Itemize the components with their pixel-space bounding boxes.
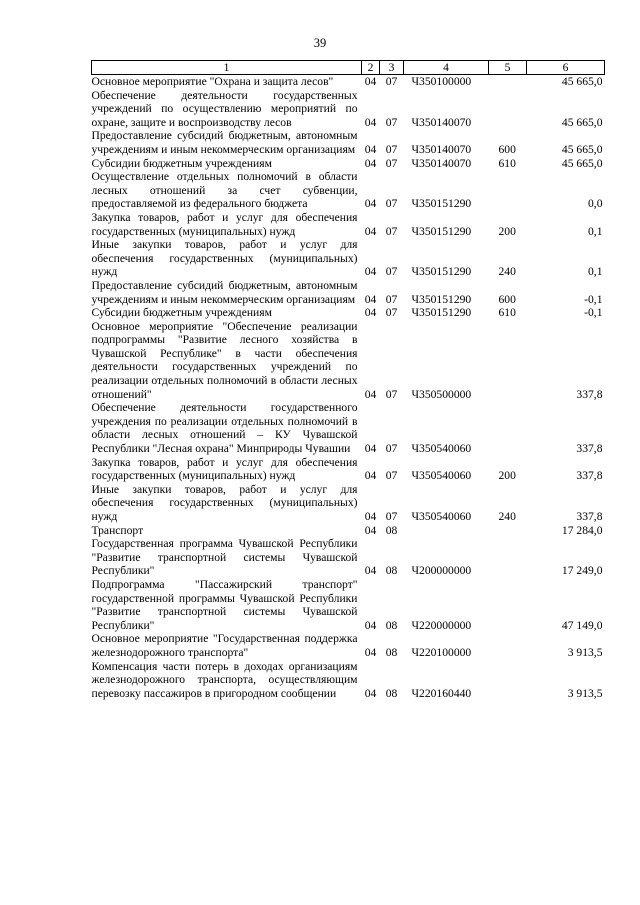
header-col-amount: 6 (527, 61, 605, 75)
table-row (92, 89, 605, 130)
row-amount: 337,8 (576, 469, 603, 483)
row-name: Государственная программа Чувашской Республики "Развитие транспортной системы Чувашской Республики" (91, 537, 358, 578)
row-name: Иные закупки товаров, работ и услуг для обеспечения государственных (муниципальных) нужд (91, 482, 358, 523)
row-section: 04 (364, 115, 377, 129)
row-subsection: 07 (385, 387, 398, 401)
row-target-code: Ч220000000 (411, 618, 472, 632)
row-target-code: Ч350140070 (411, 115, 472, 129)
row-amount: 0,1 (588, 265, 603, 279)
table-header (92, 61, 605, 75)
table-row (92, 170, 605, 211)
table-row (92, 632, 605, 659)
table-row (92, 211, 605, 238)
row-expense-type (489, 524, 527, 538)
row-section: 04 (364, 197, 377, 211)
row-expense-type: 240 (498, 265, 516, 279)
table-row (92, 75, 605, 89)
row-expense-type: 600 (498, 292, 516, 306)
row-expense-type (489, 660, 527, 701)
row-section: 04 (364, 224, 377, 238)
row-section: 04 (364, 645, 377, 659)
row-target-code: Ч220100000 (411, 645, 472, 659)
row-target-code: Ч350151290 (411, 292, 472, 306)
row-expense-type (489, 75, 527, 89)
row-name: Субсидии бюджетным учреждениям (91, 306, 272, 320)
row-name: Закупка товаров, работ и услуг для обеспечения государственных (муниципальных) нужд (91, 210, 358, 238)
table-row (92, 660, 605, 701)
row-subsection: 07 (385, 292, 398, 306)
row-target-code: Ч350151290 (411, 265, 472, 279)
row-expense-type (489, 170, 527, 211)
row-expense-type (489, 401, 527, 455)
row-name: Субсидии бюджетным учреждениям (91, 156, 272, 170)
table-row (92, 238, 605, 279)
row-section: 04 (364, 442, 377, 456)
row-name: Основное мероприятие "Государственная поддержка железнодорожного транспорта" (91, 632, 358, 659)
row-subsection: 08 (385, 645, 398, 659)
row-amount: 337,8 (576, 387, 603, 401)
row-name: Основное мероприятие "Охрана и защита лесов" (91, 75, 334, 88)
row-subsection: 07 (385, 75, 398, 88)
table-row (92, 483, 605, 524)
table-body (92, 75, 605, 701)
row-target-code: Ч350100000 (411, 75, 472, 88)
row-section: 04 (364, 292, 377, 306)
row-target-code: Ч350500000 (411, 387, 472, 401)
header-row (92, 61, 605, 75)
row-amount: 45 665,0 (561, 75, 603, 88)
row-target-code: Ч350151290 (411, 306, 472, 320)
row-section: 04 (364, 523, 377, 537)
row-section: 04 (364, 265, 377, 279)
header-col-section: 2 (362, 61, 380, 75)
row-subsection: 08 (385, 564, 398, 578)
row-expense-type (489, 578, 527, 632)
row-target-code: Ч350140070 (411, 156, 472, 170)
row-subsection: 07 (385, 115, 398, 129)
row-name: Транспорт (91, 523, 144, 537)
row-section: 04 (364, 306, 377, 320)
row-amount: 337,8 (576, 442, 603, 456)
row-expense-type: 240 (498, 510, 516, 523)
row-expense-type (489, 632, 527, 659)
row-expense-type (489, 89, 527, 130)
row-name: Компенсация части потерь в доходах организациям железнодорожного транспорта, осуществляющим перевозку пассажиров в пригородном сообщении (91, 659, 358, 700)
row-subsection: 08 (385, 686, 398, 700)
row-target-code: Ч350140070 (411, 142, 472, 156)
header-col-subsection: 3 (380, 61, 404, 75)
table-row (92, 129, 605, 156)
row-subsection: 07 (385, 197, 398, 211)
row-section: 04 (364, 564, 377, 578)
row-subsection: 07 (385, 469, 398, 483)
row-section: 04 (364, 75, 377, 88)
row-amount: 337,8 (576, 510, 603, 523)
row-section: 04 (364, 618, 377, 632)
row-name: Основное мероприятие "Обеспечение реализации подпрограммы "Развитие лесного хозяйства в Чувашской Республике" в части обеспечения деятельности государственных учреждений по реализации отдельных полномочий в области лесных отношений" (91, 319, 358, 401)
row-subsection: 07 (385, 510, 398, 523)
row-amount: 3 913,5 (567, 686, 603, 700)
row-section: 04 (364, 469, 377, 483)
row-section: 04 (364, 142, 377, 156)
row-name: Предоставление субсидий бюджетным, автономным учреждениям и иным некоммерческим организациям (91, 278, 358, 306)
row-expense-type: 610 (498, 306, 516, 320)
row-expense-type (489, 320, 527, 402)
row-subsection: 07 (385, 306, 398, 320)
table-row (92, 401, 605, 455)
row-expense-type: 200 (498, 224, 516, 238)
row-target-code: Ч350540060 (411, 442, 472, 456)
row-section: 04 (364, 387, 377, 401)
page-number: 39 (313, 36, 327, 50)
row-amount: 0,1 (588, 224, 603, 238)
budget-table (91, 60, 605, 700)
row-amount: 45 665,0 (561, 142, 603, 156)
header-col-target-code: 4 (404, 61, 489, 75)
table-row (92, 279, 605, 306)
row-target-code (404, 524, 489, 538)
row-name: Предоставление субсидий бюджетным, автономным учреждениям и иным некоммерческим организациям (91, 129, 358, 156)
row-name: Обеспечение деятельности государственного учреждения по реализации отдельных полномочий в области лесных отношений – КУ Чувашской Республики "Лесная охрана" Минприроды Чувашии (91, 401, 358, 456)
row-amount: 3 913,5 (567, 645, 603, 659)
row-subsection: 07 (385, 156, 398, 170)
table-row (92, 157, 605, 171)
row-section: 04 (364, 686, 377, 700)
row-expense-type: 600 (498, 142, 516, 156)
row-amount: -0,1 (584, 292, 603, 306)
row-target-code: Ч350540060 (411, 469, 472, 483)
table-row (92, 537, 605, 578)
row-target-code: Ч220160440 (411, 686, 472, 700)
table-row (92, 320, 605, 402)
row-expense-type: 200 (498, 469, 516, 483)
table-row (92, 456, 605, 483)
row-amount: 45 665,0 (561, 115, 603, 129)
row-name: Осуществление отдельных полномочий в области лесных отношений за счет субвенции, предоставляемой из федерального бюджета (91, 170, 358, 211)
row-target-code: Ч350151290 (411, 224, 472, 238)
row-name: Иные закупки товаров, работ и услуг для обеспечения государственных (муниципальных) нужд (91, 238, 358, 279)
row-subsection: 07 (385, 265, 398, 279)
row-expense-type: 610 (498, 156, 516, 170)
row-name: Подпрограмма "Пассажирский транспорт" государственной программы Чувашской Республики "Развитие транспортной системы Чувашской Республики" (91, 577, 358, 632)
row-target-code: Ч350540060 (411, 510, 472, 523)
row-subsection: 08 (385, 618, 398, 632)
row-section: 04 (364, 510, 377, 523)
table-row (92, 578, 605, 632)
row-subsection: 08 (385, 523, 398, 537)
row-subsection: 07 (385, 224, 398, 238)
table-row (92, 306, 605, 320)
header-col-name: 1 (92, 61, 362, 75)
row-section: 04 (364, 156, 377, 170)
row-amount: 17 249,0 (561, 564, 603, 578)
row-name: Закупка товаров, работ и услуг для обеспечения государственных (муниципальных) нужд (91, 455, 358, 483)
row-name: Обеспечение деятельности государственных учреждений по осуществлению мероприятий по охране, защите и воспроизводству лесов (91, 88, 358, 129)
row-amount: 17 284,0 (561, 523, 603, 537)
row-expense-type (489, 537, 527, 578)
table-row (92, 524, 605, 538)
row-amount: 47 149,0 (561, 618, 603, 632)
row-target-code: Ч350151290 (411, 197, 472, 211)
row-amount: 0,0 (588, 197, 603, 211)
row-amount: 45 665,0 (561, 156, 603, 170)
row-subsection: 07 (385, 442, 398, 456)
row-subsection: 07 (385, 142, 398, 156)
header-col-expense-type: 5 (489, 61, 527, 75)
row-target-code: Ч200000000 (411, 564, 472, 578)
row-amount: -0,1 (584, 306, 603, 320)
